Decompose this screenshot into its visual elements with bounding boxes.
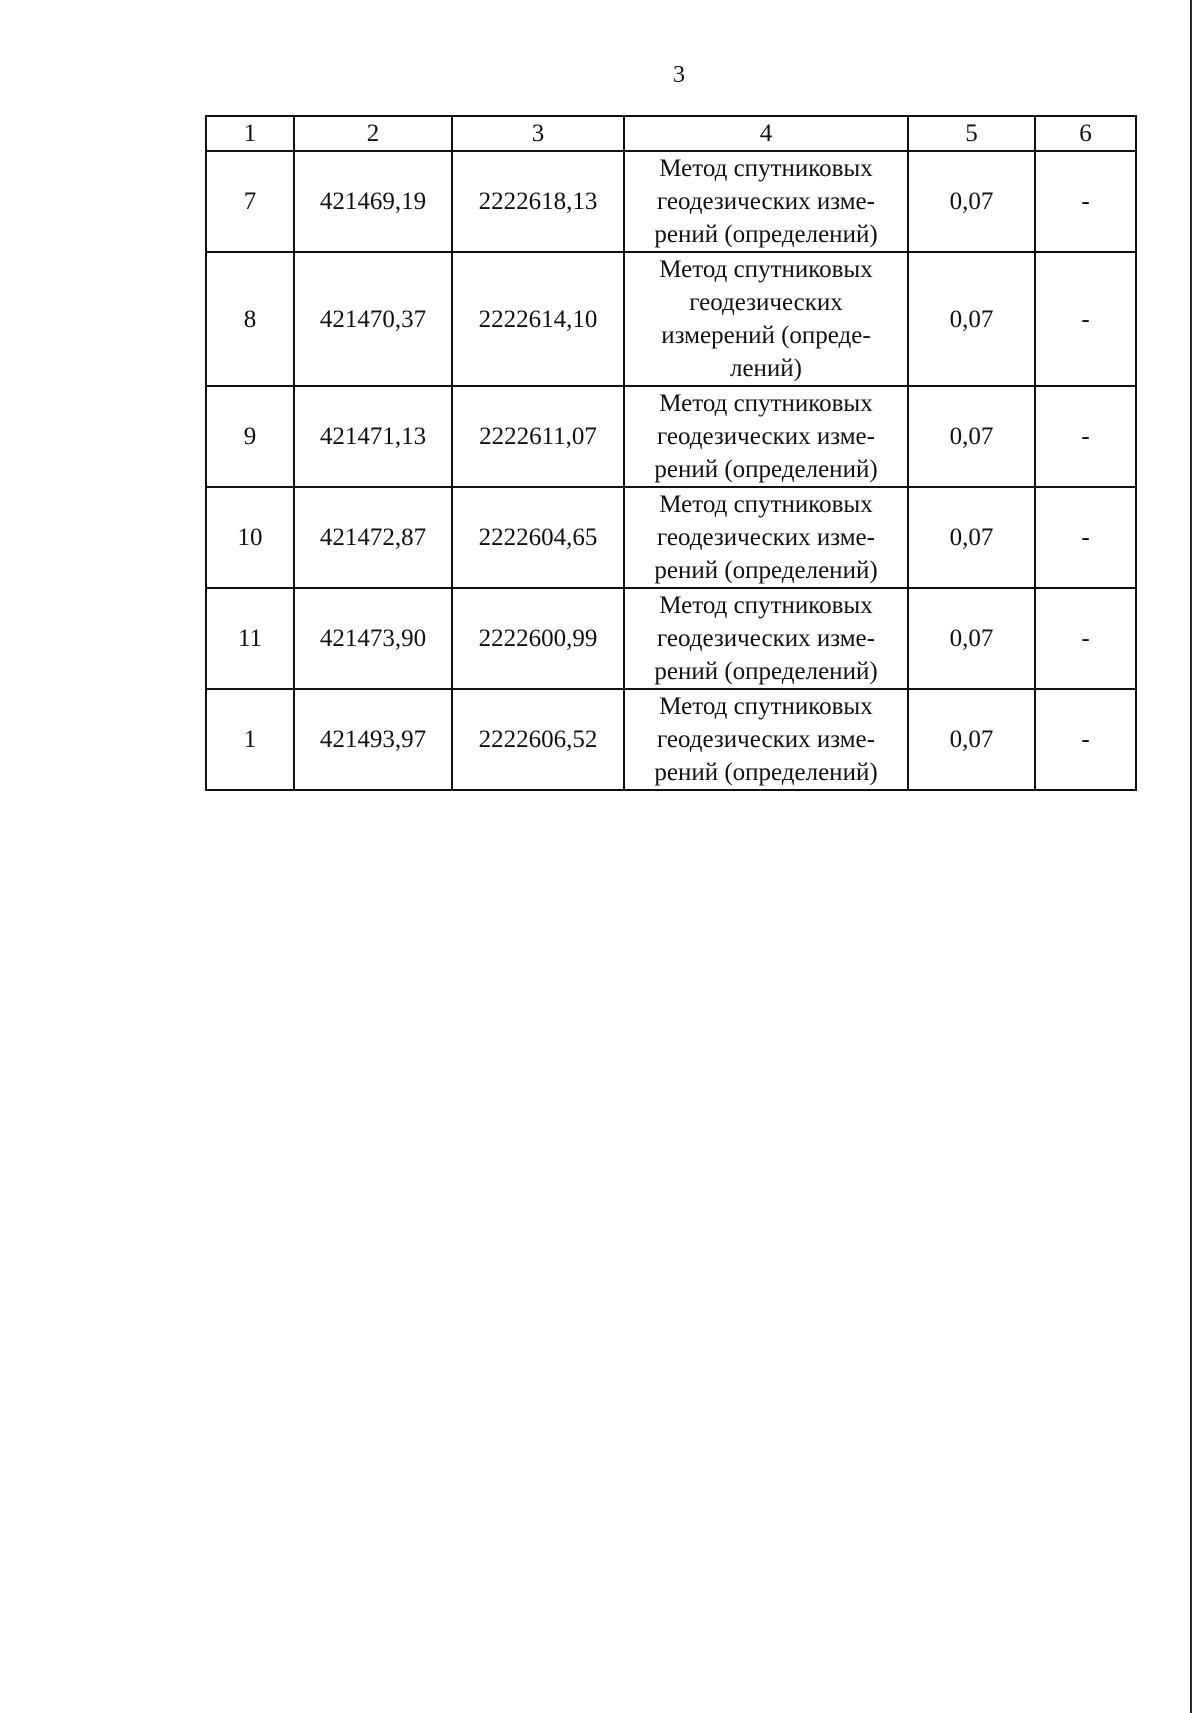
point-number-cell: 7 — [206, 151, 294, 252]
y-coordinate-cell: 2222606,52 — [452, 689, 624, 790]
accuracy-cell: 0,07 — [908, 487, 1035, 588]
note-cell: - — [1035, 151, 1136, 252]
method-cell — [624, 151, 908, 252]
method-line: Метод спутниковых — [659, 592, 873, 619]
method-line: Метод спутниковых — [659, 390, 873, 417]
y-coordinate-cell: 2222611,07 — [452, 386, 624, 487]
point-number-cell: 8 — [206, 252, 294, 386]
y-coordinate-cell: 2222604,65 — [452, 487, 624, 588]
method-line: рений (определений) — [654, 759, 878, 786]
note-cell: - — [1035, 487, 1136, 588]
page-number: 3 — [673, 62, 685, 88]
method-line: геодезических изме- — [657, 423, 875, 450]
method-line: Метод спутниковых — [659, 491, 873, 518]
method-cell — [624, 386, 908, 487]
method-cell — [624, 487, 908, 588]
header-cell: 2 — [294, 116, 452, 151]
header-cell: 1 — [206, 116, 294, 151]
point-number-cell: 11 — [206, 588, 294, 689]
method-line: лений) — [729, 355, 803, 382]
method-line: Метод спутниковых — [659, 256, 873, 283]
y-coordinate-cell: 2222600,99 — [452, 588, 624, 689]
note-cell: - — [1035, 588, 1136, 689]
table-row — [206, 252, 1136, 386]
method-line: Метод спутниковых — [659, 155, 873, 182]
point-number-cell: 1 — [206, 689, 294, 790]
x-coordinate-cell: 421472,87 — [294, 487, 452, 588]
header-cell: 5 — [908, 116, 1035, 151]
method-line: рений (определений) — [654, 221, 878, 248]
note-cell: - — [1035, 689, 1136, 790]
accuracy-cell: 0,07 — [908, 689, 1035, 790]
method-line: геодезических изме- — [657, 188, 875, 215]
x-coordinate-cell: 421470,37 — [294, 252, 452, 386]
x-coordinate-cell: 421493,97 — [294, 689, 452, 790]
x-coordinate-cell: 421473,90 — [294, 588, 452, 689]
table-row — [206, 689, 1136, 790]
table-row — [206, 487, 1136, 588]
method-cell — [624, 588, 908, 689]
accuracy-cell: 0,07 — [908, 252, 1035, 386]
x-coordinate-cell: 421471,13 — [294, 386, 452, 487]
method-cell — [624, 689, 908, 790]
table-row — [206, 588, 1136, 689]
page-edge — [1190, 0, 1192, 1713]
method-cell — [624, 252, 908, 386]
accuracy-cell: 0,07 — [908, 151, 1035, 252]
method-line: геодезических — [689, 289, 843, 316]
method-line: Метод спутниковых — [659, 693, 873, 720]
table-row — [206, 151, 1136, 252]
point-number-cell: 9 — [206, 386, 294, 487]
accuracy-cell: 0,07 — [908, 588, 1035, 689]
point-number-cell: 10 — [206, 487, 294, 588]
header-cell: 6 — [1035, 116, 1136, 151]
table-header-row — [206, 116, 1136, 151]
method-line: рений (определений) — [654, 658, 878, 685]
y-coordinate-cell: 2222614,10 — [452, 252, 624, 386]
method-line: рений (определений) — [654, 557, 878, 584]
accuracy-cell: 0,07 — [908, 386, 1035, 487]
method-line: геодезических изме- — [657, 524, 875, 551]
note-cell: - — [1035, 386, 1136, 487]
y-coordinate-cell: 2222618,13 — [452, 151, 624, 252]
note-cell: - — [1035, 252, 1136, 386]
coordinates-table — [205, 115, 1137, 791]
method-line: геодезических изме- — [657, 726, 875, 753]
method-line: измерений (опреде- — [661, 322, 871, 349]
header-cell: 3 — [452, 116, 624, 151]
table-row — [206, 386, 1136, 487]
method-line: рений (определений) — [654, 456, 878, 483]
method-line: геодезических изме- — [657, 625, 875, 652]
x-coordinate-cell: 421469,19 — [294, 151, 452, 252]
header-cell: 4 — [624, 116, 908, 151]
